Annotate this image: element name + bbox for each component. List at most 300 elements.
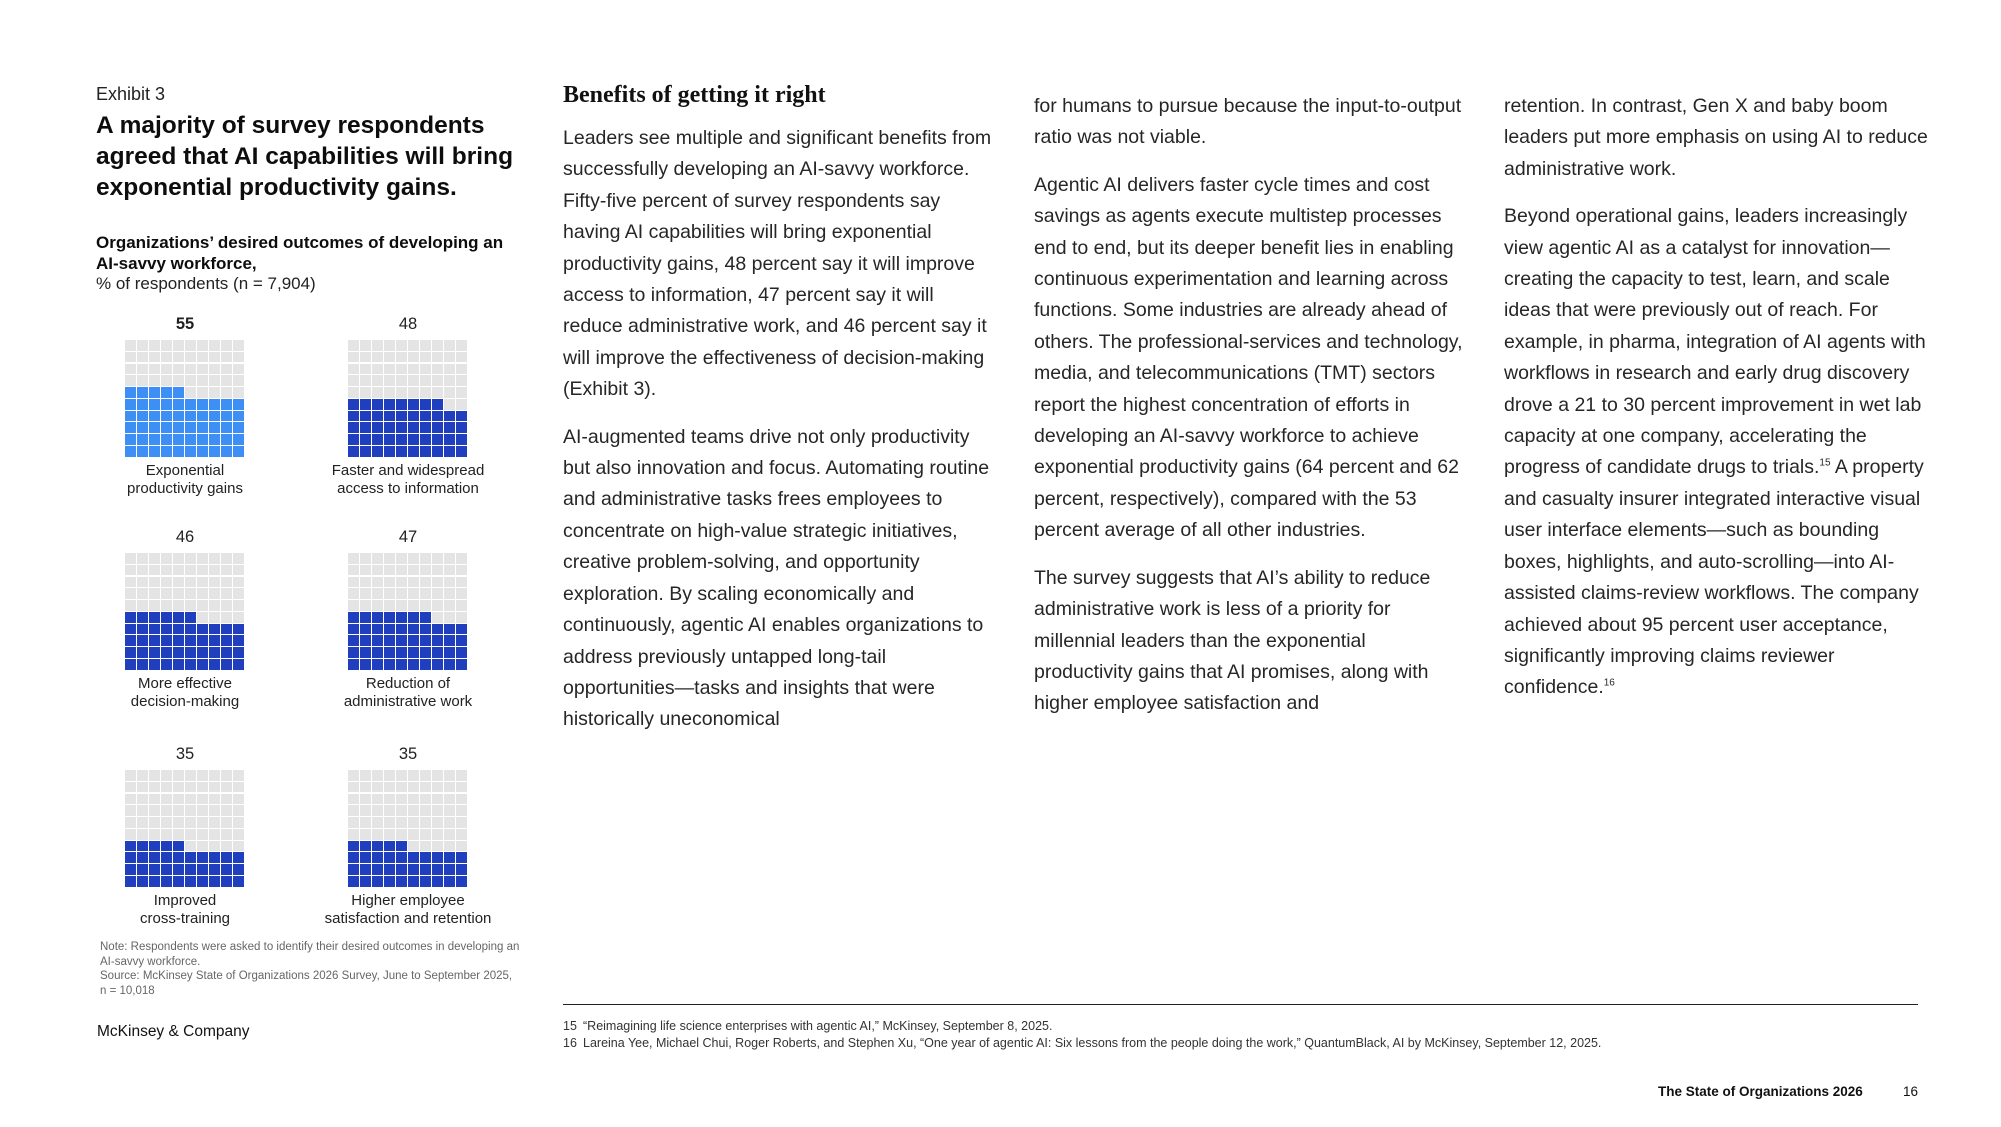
waffle-cell-filled <box>161 411 172 422</box>
waffle-cell-empty <box>125 375 136 386</box>
waffle-cell-empty <box>432 782 443 793</box>
waffle-cell-filled <box>420 446 431 457</box>
waffle-cell-empty <box>384 770 395 781</box>
waffle-cell-filled <box>185 422 196 433</box>
waffle-cell-empty <box>432 588 443 599</box>
waffle-cell-filled <box>396 864 407 875</box>
waffle-cell-filled <box>173 434 184 445</box>
waffle-cell-filled <box>420 635 431 646</box>
waffle-cell-filled <box>221 852 232 863</box>
waffle-cell-empty <box>209 600 220 611</box>
waffle-cell-filled <box>185 659 196 670</box>
waffle-cell-filled <box>384 876 395 887</box>
waffle-cell-filled <box>372 876 383 887</box>
waffle-cell-empty <box>372 565 383 576</box>
waffle-cell-filled <box>161 852 172 863</box>
waffle-cell-empty <box>372 577 383 588</box>
waffle-cell-empty <box>221 375 232 386</box>
waffle-cell-filled <box>137 647 148 658</box>
waffle-cell-filled <box>209 399 220 410</box>
waffle-cell-empty <box>372 600 383 611</box>
waffle-cell-empty <box>384 805 395 816</box>
waffle-cell-filled <box>161 864 172 875</box>
waffle-cell-empty <box>408 340 419 351</box>
waffle-cell-empty <box>444 340 455 351</box>
waffle-cell-empty <box>125 782 136 793</box>
waffle-cell-empty <box>149 553 160 564</box>
waffle-cell-empty <box>185 829 196 840</box>
waffle-cell-filled <box>209 635 220 646</box>
waffle-cell-filled <box>432 635 443 646</box>
waffle-cell-empty <box>360 782 371 793</box>
waffle-cell-empty <box>209 794 220 805</box>
waffle-cell-empty <box>209 782 220 793</box>
waffle-cell-filled <box>348 399 359 410</box>
waffle-cell-empty <box>197 352 208 363</box>
waffle-cell-filled <box>360 399 371 410</box>
waffle-cell-filled <box>408 852 419 863</box>
waffle-cell-filled <box>456 876 467 887</box>
waffle-cell-filled <box>161 422 172 433</box>
waffle-cell-empty <box>420 600 431 611</box>
footnotes <box>563 1018 1601 1052</box>
data-label: 47 <box>398 528 418 546</box>
waffle-cell-filled <box>137 864 148 875</box>
paragraph-text: A property and casualty insurer integrated interactive visual user interface elements—such as bounding boxes, highlights, and auto-scrolling—into AI-assisted claims-review workflows. The company achieved about 95 percent user acceptance, significantly improving claims reviewer confidence. <box>1504 456 1924 699</box>
waffle-cell-filled <box>149 841 160 852</box>
waffle-cell-filled <box>221 624 232 635</box>
waffle-cell-filled <box>420 612 431 623</box>
waffle-cell-filled <box>149 422 160 433</box>
waffle-cell-empty <box>420 770 431 781</box>
waffle-cell-filled <box>396 422 407 433</box>
waffle-cell-filled <box>137 876 148 887</box>
waffle-item <box>308 527 508 711</box>
waffle-cell-empty <box>360 794 371 805</box>
waffle-cell-filled <box>173 387 184 398</box>
waffle-cell-filled <box>161 399 172 410</box>
waffle-cell-filled <box>197 647 208 658</box>
waffle-cell-empty <box>420 782 431 793</box>
waffle-cell-empty <box>348 577 359 588</box>
waffle-cell-filled <box>444 411 455 422</box>
waffle-cell-filled <box>125 612 136 623</box>
footnote-text: “Reimagining life science enterprises with agentic AI,” McKinsey, September 8, 2025. <box>583 1019 1053 1033</box>
waffle-cell-filled <box>420 876 431 887</box>
waffle-cell-empty <box>137 565 148 576</box>
waffle-cell-filled <box>384 422 395 433</box>
waffle-cell-empty <box>149 817 160 828</box>
waffle-cell-empty <box>149 352 160 363</box>
waffle-cell-empty <box>348 340 359 351</box>
waffle-cell-filled <box>161 612 172 623</box>
waffle-cell-empty <box>384 340 395 351</box>
waffle-cell-empty <box>396 352 407 363</box>
waffle-cell-empty <box>173 600 184 611</box>
waffle-cell-empty <box>125 553 136 564</box>
waffle-cell-filled <box>209 422 220 433</box>
waffle-grid <box>348 340 469 457</box>
waffle-cell-empty <box>384 352 395 363</box>
waffle-cell-empty <box>233 588 244 599</box>
waffle-cell-filled <box>173 624 184 635</box>
waffle-cell-empty <box>432 387 443 398</box>
waffle-cell-empty <box>456 782 467 793</box>
waffle-cell-empty <box>197 577 208 588</box>
waffle-cell-empty <box>161 352 172 363</box>
company-logo: McKinsey & Company <box>97 1023 250 1040</box>
waffle-cell-empty <box>185 553 196 564</box>
waffle-cell-empty <box>444 600 455 611</box>
waffle-cell-empty <box>396 782 407 793</box>
waffle-cell-filled <box>173 612 184 623</box>
waffle-cell-filled <box>137 434 148 445</box>
waffle-cell-empty <box>432 841 443 852</box>
waffle-cell-empty <box>233 577 244 588</box>
waffle-cell-filled <box>137 659 148 670</box>
waffle-cell-filled <box>185 647 196 658</box>
waffle-cell-empty <box>221 782 232 793</box>
waffle-cell-empty <box>233 782 244 793</box>
waffle-cell-filled <box>444 876 455 887</box>
waffle-cell-filled <box>444 852 455 863</box>
waffle-cell-filled <box>197 852 208 863</box>
waffle-cell-filled <box>185 399 196 410</box>
waffle-cell-filled <box>444 635 455 646</box>
waffle-cell-empty <box>209 612 220 623</box>
waffle-cell-filled <box>456 647 467 658</box>
waffle-cell-empty <box>185 588 196 599</box>
waffle-cell-empty <box>197 829 208 840</box>
waffle-cell-empty <box>173 352 184 363</box>
waffle-cell-empty <box>149 565 160 576</box>
waffle-cell-empty <box>372 805 383 816</box>
waffle-cell-empty <box>185 565 196 576</box>
waffle-cell-filled <box>408 411 419 422</box>
waffle-cell-empty <box>185 770 196 781</box>
waffle-cell-filled <box>444 864 455 875</box>
waffle-cell-filled <box>221 446 232 457</box>
waffle-cell-filled <box>360 852 371 863</box>
waffle-cell-filled <box>432 434 443 445</box>
waffle-cell-empty <box>137 794 148 805</box>
waffle-cell-empty <box>360 387 371 398</box>
waffle-cell-empty <box>348 770 359 781</box>
waffle-cell-filled <box>221 434 232 445</box>
category-label-line: Reduction of <box>365 674 451 692</box>
waffle-cell-empty <box>348 600 359 611</box>
waffle-cell-filled <box>372 864 383 875</box>
waffle-cell-empty <box>233 817 244 828</box>
category-label <box>308 675 508 711</box>
waffle-cell-empty <box>233 340 244 351</box>
waffle-cell-filled <box>372 647 383 658</box>
waffle-cell-filled <box>197 624 208 635</box>
waffle-cell-empty <box>360 565 371 576</box>
waffle-cell-filled <box>384 659 395 670</box>
waffle-cell-empty <box>360 352 371 363</box>
waffle-cell-filled <box>444 446 455 457</box>
category-label-line: Faster and widespread <box>331 461 485 479</box>
waffle-cell-empty <box>456 387 467 398</box>
waffle-cell-empty <box>444 782 455 793</box>
waffle-cell-empty <box>384 553 395 564</box>
footnote-ref[interactable]: 16 <box>1603 677 1615 689</box>
waffle-cell-empty <box>396 588 407 599</box>
waffle-item <box>85 527 285 711</box>
waffle-cell-empty <box>432 577 443 588</box>
waffle-cell-empty <box>360 340 371 351</box>
category-label <box>85 675 285 711</box>
waffle-cell-filled <box>348 864 359 875</box>
waffle-grid <box>125 770 246 887</box>
category-label <box>308 892 508 928</box>
waffle-cell-empty <box>420 364 431 375</box>
waffle-cell-filled <box>149 864 160 875</box>
waffle-cell-empty <box>444 829 455 840</box>
waffle-cell-empty <box>456 352 467 363</box>
waffle-cell-empty <box>444 352 455 363</box>
waffle-cell-filled <box>408 624 419 635</box>
waffle-cell-filled <box>233 422 244 433</box>
category-label-line: access to information <box>337 479 479 497</box>
waffle-cell-filled <box>125 659 136 670</box>
waffle-cell-empty <box>432 817 443 828</box>
waffle-cell-filled <box>161 624 172 635</box>
category-label-line: productivity gains <box>127 479 243 497</box>
waffle-cell-empty <box>149 577 160 588</box>
waffle-cell-empty <box>185 375 196 386</box>
waffle-cell-empty <box>137 553 148 564</box>
waffle-cell-empty <box>149 588 160 599</box>
waffle-cell-empty <box>396 553 407 564</box>
waffle-cell-empty <box>456 794 467 805</box>
waffle-cell-filled <box>197 876 208 887</box>
waffle-cell-filled <box>384 624 395 635</box>
waffle-cell-empty <box>420 829 431 840</box>
waffle-cell-filled <box>149 399 160 410</box>
waffle-cell-empty <box>456 340 467 351</box>
waffle-cell-empty <box>432 770 443 781</box>
waffle-cell-empty <box>420 340 431 351</box>
waffle-cell-empty <box>209 588 220 599</box>
waffle-cell-empty <box>408 588 419 599</box>
waffle-cell-empty <box>456 805 467 816</box>
waffle-cell-filled <box>348 876 359 887</box>
waffle-cell-filled <box>149 659 160 670</box>
waffle-cell-filled <box>233 852 244 863</box>
chart-note <box>100 940 520 998</box>
waffle-cell-filled <box>173 852 184 863</box>
waffle-cell-filled <box>185 612 196 623</box>
waffle-cell-filled <box>137 446 148 457</box>
waffle-cell-empty <box>221 829 232 840</box>
waffle-cell-empty <box>137 600 148 611</box>
chart-heading: Organizations’ desired outcomes of developing an AI-savvy workforce, <box>96 233 504 273</box>
waffle-cell-filled <box>348 446 359 457</box>
waffle-cell-filled <box>420 434 431 445</box>
waffle-cell-filled <box>432 422 443 433</box>
waffle-cell-empty <box>221 340 232 351</box>
waffle-cell-filled <box>149 434 160 445</box>
waffle-cell-empty <box>408 565 419 576</box>
waffle-cell-empty <box>420 375 431 386</box>
footnote-divider <box>563 1004 1918 1005</box>
waffle-cell-filled <box>149 635 160 646</box>
waffle-cell-filled <box>360 612 371 623</box>
waffle-cell-filled <box>125 399 136 410</box>
waffle-cell-empty <box>360 588 371 599</box>
waffle-cell-empty <box>396 375 407 386</box>
waffle-cell-empty <box>432 375 443 386</box>
waffle-cell-filled <box>456 411 467 422</box>
waffle-cell-empty <box>420 577 431 588</box>
category-label-line: administrative work <box>343 692 473 710</box>
paragraph: for humans to pursue because the input-to-output ratio was not viable. <box>1034 95 1462 149</box>
waffle-cell-empty <box>221 841 232 852</box>
waffle-cell-empty <box>432 352 443 363</box>
waffle-cell-empty <box>444 794 455 805</box>
waffle-cell-filled <box>384 399 395 410</box>
waffle-cell-empty <box>408 387 419 398</box>
waffle-cell-empty <box>384 375 395 386</box>
waffle-cell-empty <box>348 794 359 805</box>
waffle-cell-empty <box>161 375 172 386</box>
waffle-cell-empty <box>348 565 359 576</box>
footnote-ref[interactable]: 15 <box>1819 457 1831 469</box>
waffle-cell-filled <box>360 434 371 445</box>
waffle-cell-empty <box>444 565 455 576</box>
waffle-cell-empty <box>408 829 419 840</box>
waffle-cell-empty <box>185 817 196 828</box>
waffle-cell-filled <box>444 434 455 445</box>
waffle-cell-empty <box>360 817 371 828</box>
waffle-cell-empty <box>233 770 244 781</box>
waffle-cell-filled <box>456 864 467 875</box>
waffle-cell-filled <box>221 659 232 670</box>
waffle-cell-empty <box>125 577 136 588</box>
waffle-cell-filled <box>209 876 220 887</box>
waffle-cell-filled <box>209 411 220 422</box>
waffle-cell-filled <box>384 852 395 863</box>
waffle-cell-filled <box>408 446 419 457</box>
waffle-item <box>308 744 508 928</box>
waffle-cell-empty <box>173 794 184 805</box>
category-label-line: satisfaction and retention <box>324 909 492 927</box>
waffle-cell-empty <box>221 553 232 564</box>
waffle-cell-empty <box>444 588 455 599</box>
waffle-cell-filled <box>396 624 407 635</box>
waffle-cell-filled <box>185 434 196 445</box>
waffle-cell-empty <box>432 553 443 564</box>
waffle-cell-empty <box>197 375 208 386</box>
waffle-cell-filled <box>396 612 407 623</box>
waffle-cell-filled <box>360 647 371 658</box>
waffle-cell-empty <box>125 794 136 805</box>
waffle-cell-empty <box>209 817 220 828</box>
waffle-cell-empty <box>149 794 160 805</box>
waffle-cell-empty <box>456 612 467 623</box>
waffle-cell-empty <box>161 770 172 781</box>
waffle-cell-empty <box>360 770 371 781</box>
waffle-cell-empty <box>125 817 136 828</box>
paragraph-text: Beyond operational gains, leaders increasingly view agentic AI as a catalyst for innovation—creating the capacity to test, learn, and scale ideas that were previously out of reach. For example, in pharma, integration of AI agents with workflows in research and early drug discovery drove a 21 to 30 percent improvement in wet lab capacity at one company, accelerating the progress of candidate drugs to trials. <box>1504 205 1926 479</box>
waffle-cell-empty <box>185 364 196 375</box>
waffle-cell-filled <box>420 399 431 410</box>
waffle-cell-filled <box>161 841 172 852</box>
waffle-cell-filled <box>384 647 395 658</box>
waffle-grid <box>125 340 246 457</box>
waffle-cell-filled <box>197 411 208 422</box>
waffle-cell-empty <box>384 600 395 611</box>
paragraph: Leaders see multiple and significant benefits from successfully developing an AI-savvy workforce. Fifty-five percent of survey respondents say having AI capabilities will bring exponential productivity gains, 48 percent say it will improve access to information, 47 percent say it will reduce administrative work, and 46 percent say it will improve the effectiveness of decision-making (Exhibit 3). <box>563 127 992 401</box>
waffle-cell-empty <box>396 340 407 351</box>
waffle-cell-empty <box>221 352 232 363</box>
exhibit-title: A majority of survey respondents agreed that AI capabilities will bring exponential productivity gains. <box>96 112 514 201</box>
waffle-cell-filled <box>173 422 184 433</box>
waffle-cell-empty <box>444 399 455 410</box>
waffle-cell-empty <box>125 364 136 375</box>
waffle-cell-filled <box>408 434 419 445</box>
waffle-cell-filled <box>408 659 419 670</box>
waffle-cell-empty <box>137 770 148 781</box>
waffle-cell-empty <box>348 387 359 398</box>
waffle-cell-filled <box>372 434 383 445</box>
footnote-number: 15 <box>563 1019 577 1033</box>
waffle-cell-empty <box>420 588 431 599</box>
waffle-cell-empty <box>161 577 172 588</box>
waffle-cell-filled <box>161 876 172 887</box>
waffle-cell-filled <box>221 635 232 646</box>
waffle-cell-empty <box>432 805 443 816</box>
waffle-cell-filled <box>233 635 244 646</box>
waffle-cell-filled <box>348 647 359 658</box>
chart-subheading: % of respondents (n = 7,904) <box>96 274 316 293</box>
waffle-cell-filled <box>161 659 172 670</box>
waffle-cell-empty <box>137 352 148 363</box>
waffle-cell-empty <box>396 805 407 816</box>
waffle-cell-empty <box>348 829 359 840</box>
waffle-cell-empty <box>197 565 208 576</box>
waffle-cell-empty <box>456 588 467 599</box>
waffle-cell-empty <box>456 553 467 564</box>
waffle-cell-filled <box>197 864 208 875</box>
waffle-cell-empty <box>408 364 419 375</box>
waffle-cell-filled <box>444 647 455 658</box>
waffle-cell-empty <box>233 829 244 840</box>
waffle-cell-empty <box>173 817 184 828</box>
waffle-cell-empty <box>360 364 371 375</box>
waffle-cell-empty <box>372 364 383 375</box>
waffle-cell-empty <box>161 340 172 351</box>
waffle-cell-filled <box>137 411 148 422</box>
waffle-cell-empty <box>396 770 407 781</box>
waffle-cell-filled <box>348 624 359 635</box>
waffle-cell-empty <box>432 364 443 375</box>
category-label-line: Improved <box>153 891 217 909</box>
waffle-cell-empty <box>384 817 395 828</box>
waffle-cell-filled <box>360 876 371 887</box>
waffle-cell-empty <box>137 364 148 375</box>
waffle-cell-filled <box>233 647 244 658</box>
waffle-cell-filled <box>173 647 184 658</box>
waffle-cell-empty <box>384 794 395 805</box>
waffle-cell-empty <box>432 565 443 576</box>
waffle-cell-filled <box>221 399 232 410</box>
waffle-cell-filled <box>372 635 383 646</box>
waffle-cell-empty <box>444 770 455 781</box>
waffle-cell-empty <box>149 770 160 781</box>
